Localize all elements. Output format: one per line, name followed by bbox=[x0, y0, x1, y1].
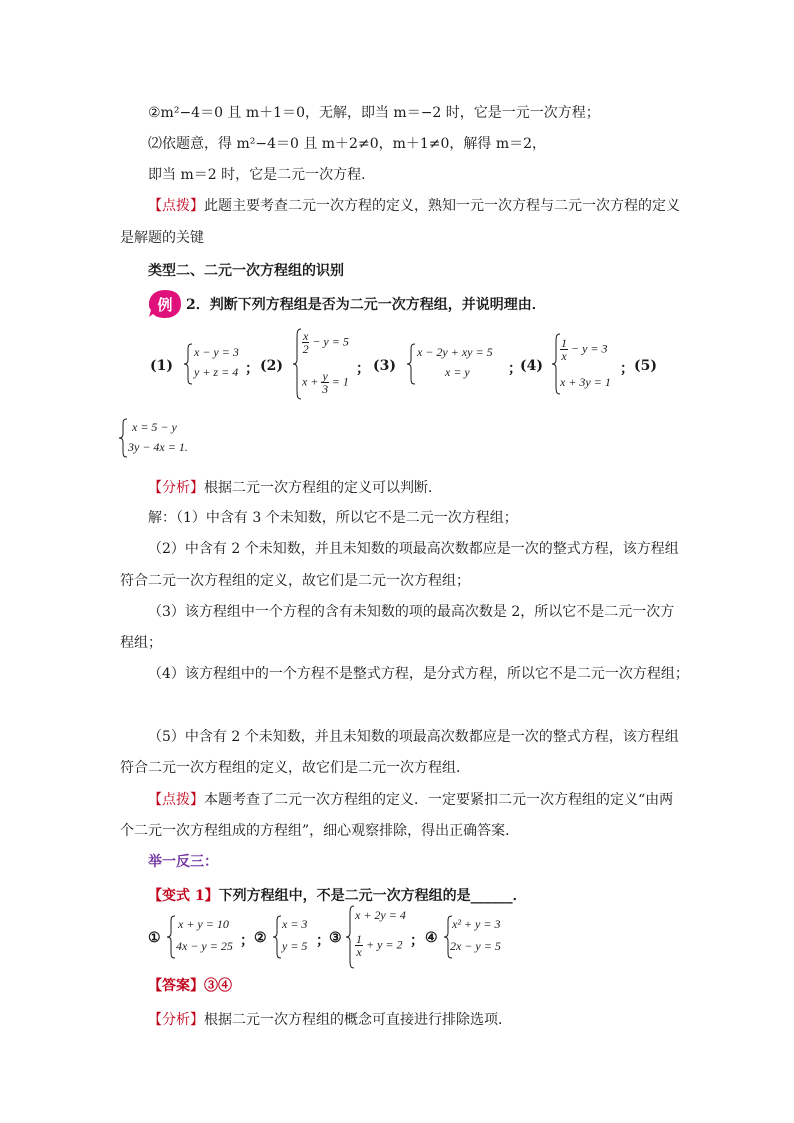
analysis-paragraph-2: 【分析】根据二元一次方程组的概念可直接进行排除选项． bbox=[148, 1012, 512, 1028]
system-3-eq-a: x − 2y + xy = 5 bbox=[417, 345, 493, 359]
brace-icon bbox=[406, 343, 416, 385]
system-3-eq-b: x = y bbox=[445, 365, 470, 379]
sep: ； bbox=[245, 361, 259, 377]
tip-paragraph-1 bbox=[148, 197, 680, 215]
tip-tag: 【点拨】 bbox=[148, 792, 204, 808]
choice-label-4: ④ bbox=[425, 930, 438, 946]
choice-2-eq-b: y = 5 bbox=[282, 939, 308, 953]
choice-label-3: ③ bbox=[329, 930, 342, 946]
brace-icon bbox=[166, 915, 176, 959]
system-label-3: (3) bbox=[373, 358, 396, 374]
system-5-eq-a: x = 5 − y bbox=[132, 420, 177, 434]
brace-icon bbox=[292, 328, 302, 400]
solution-step-1: 解：（1）中含有 3 个未知数，所以它不是二元一次方程组； bbox=[148, 510, 518, 526]
solution-step-2b: 符合二元一次方程组的定义，故它们是二元一次方程组； bbox=[120, 573, 470, 589]
system-2-eq-b: x + $\frac{y}{3}$ = 1 bbox=[302, 369, 349, 396]
system-5-eq-b: 3y − 4x = 1. bbox=[128, 440, 188, 454]
system-1-eq-b: y + z = 4 bbox=[194, 365, 239, 379]
brace-icon bbox=[183, 343, 193, 385]
solution-line-2: ⑵依题意，得 m²−4＝0 且 m＋2≠0，m＋1≠0，解得 m＝2， bbox=[148, 136, 547, 152]
brace-icon bbox=[345, 905, 355, 969]
choice-3-eq-a: x + 2y = 4 bbox=[355, 908, 406, 922]
practice-heading: 举一反三： bbox=[148, 854, 218, 870]
answer-value: ③④ bbox=[204, 978, 232, 994]
solution-step-5a: （5）中含有 2 个未知数，并且未知数的项最高次数都应是一次的整式方程，该方程组 bbox=[148, 729, 679, 745]
system-1-eq-a: x − y = 3 bbox=[194, 345, 239, 359]
tip-text: 此题主要考查二元一次方程的定义，熟知一元一次方程与二元一次方程的定义 bbox=[204, 198, 680, 214]
system-label-5: (5) bbox=[634, 358, 657, 374]
solution-step-2a: （2）中含有 2 个未知数，并且未知数的项最高次数都应是一次的整式方程，该方程组 bbox=[148, 541, 679, 557]
choice-3-eq-b: $\frac{1}{x}$ + y = 2 bbox=[356, 932, 403, 959]
system-label-4: (4) bbox=[520, 358, 543, 374]
analysis-tag: 【分析】 bbox=[148, 480, 204, 496]
sep: ； bbox=[356, 361, 370, 377]
example-2-question: 2．判断下列方程组是否为二元一次方程组，并说明理由． bbox=[186, 297, 546, 313]
tip-paragraph-1-cont: 是解题的关键 bbox=[120, 230, 204, 246]
tip-paragraph-2: 【点拨】本题考查了二元一次方程组的定义．一定要紧扣二元一次方程组的定义“由两 bbox=[148, 792, 674, 808]
choice-label-1: ① bbox=[148, 930, 161, 946]
sep: ； bbox=[410, 933, 424, 949]
badge-label: 例 bbox=[157, 296, 173, 314]
answer-tag: 【答案】 bbox=[148, 978, 204, 994]
choice-1-eq-b: 4x − y = 25 bbox=[176, 939, 233, 953]
variant-1-question: 【变式 1】下列方程组中，不是二元一次方程组的是______． bbox=[148, 888, 527, 904]
variant-tag: 【变式 1】 bbox=[148, 888, 219, 904]
tip-tag: 【点拨】 bbox=[148, 198, 204, 214]
analysis-paragraph: 【分析】根据二元一次方程组的定义可以判断． bbox=[148, 480, 442, 496]
choice-1-eq-a: x + y = 10 bbox=[178, 917, 229, 931]
choice-4-eq-b: 2x − y = 5 bbox=[450, 939, 501, 953]
brace-icon bbox=[118, 418, 128, 458]
example-badge-icon bbox=[148, 289, 182, 319]
system-label-2: (2) bbox=[260, 358, 283, 374]
solution-line-1: ②m²−4＝0 且 m＋1＝0，无解，即当 m＝−2 时，它是一元一次方程； bbox=[148, 105, 600, 121]
sep: ； bbox=[620, 361, 634, 377]
choice-label-2: ② bbox=[254, 930, 267, 946]
section-heading-type2: 类型二、二元一次方程组的识别 bbox=[148, 263, 344, 279]
solution-line-3: 即当 m＝2 时，它是二元一次方程． bbox=[148, 167, 376, 183]
system-4-eq-a: $\frac{1}{x}$ − y = 3 bbox=[561, 336, 608, 363]
system-label-1: (1) bbox=[150, 358, 173, 374]
brace-icon bbox=[272, 915, 282, 959]
solution-step-4: （4）该方程组中的一个方程不是整式方程，是分式方程，所以它不是二元一次方程组； bbox=[148, 666, 689, 682]
solution-step-3b: 程组； bbox=[120, 635, 162, 651]
system-2-eq-a: $\frac{x}{2}$ − y = 5 bbox=[302, 329, 349, 356]
answer-line bbox=[148, 977, 232, 995]
solution-step-3a: （3）该方程组中一个方程的含有未知数的项的最高次数是 2，所以它不是二元一次方 bbox=[148, 604, 675, 620]
sep: ； bbox=[508, 361, 522, 377]
sep: ； bbox=[240, 933, 254, 949]
solution-step-5b: 符合二元一次方程组的定义，故它们是二元一次方程组． bbox=[120, 760, 470, 776]
choice-4-eq-a: x² + y = 3 bbox=[452, 917, 501, 931]
sep: ； bbox=[316, 933, 330, 949]
tip-paragraph-2-cont: 个二元一次方程组成的方程组”，细心观察排除，得出正确答案． bbox=[120, 823, 520, 839]
system-4-eq-b: x + 3y = 1 bbox=[560, 375, 611, 389]
analysis-tag: 【分析】 bbox=[148, 1012, 204, 1028]
choice-2-eq-a: x = 3 bbox=[282, 917, 308, 931]
